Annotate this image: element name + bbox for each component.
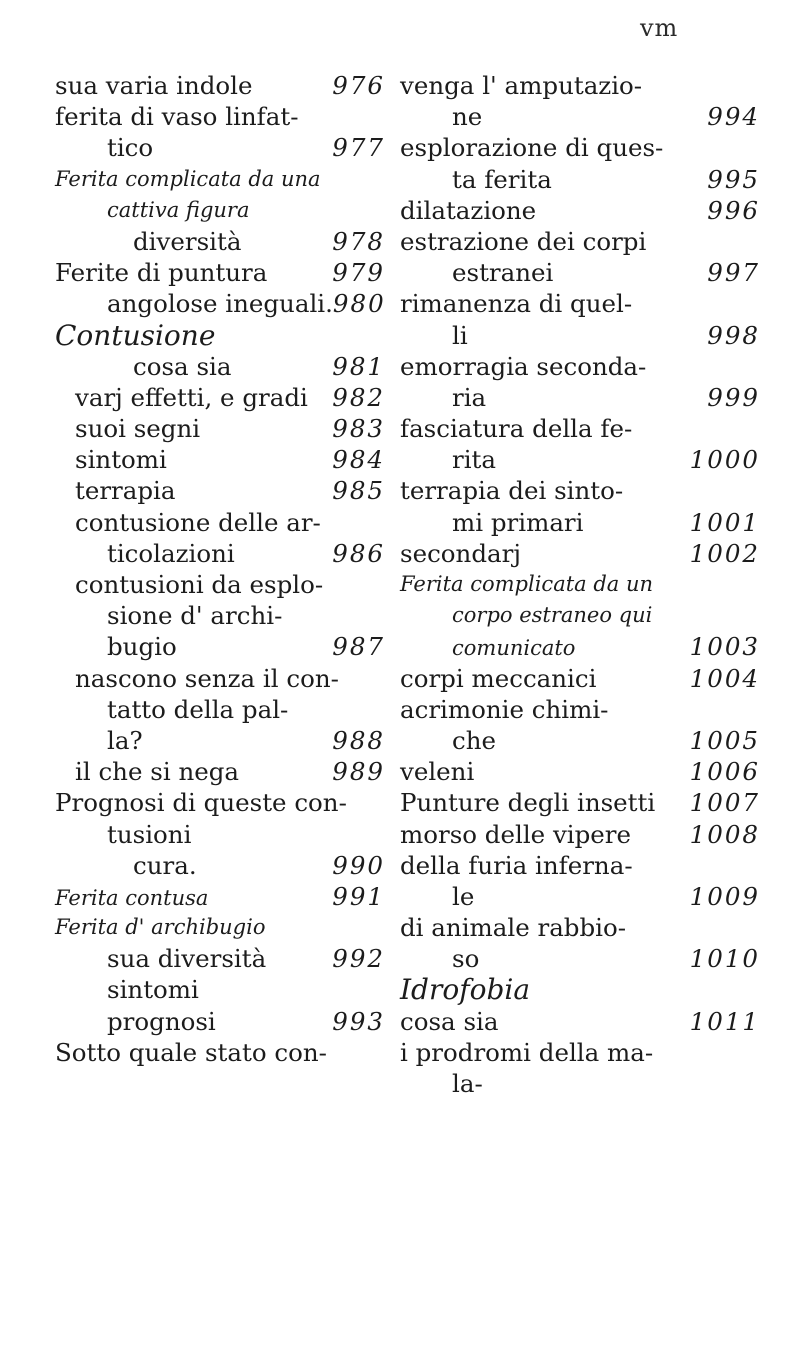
index-entry — [400, 538, 760, 569]
entry-number: 985 — [332, 476, 385, 506]
entry-text: contusione delle ar- — [75, 507, 321, 537]
entry-text: emorragia seconda- — [400, 351, 647, 381]
entry-number: 979 — [332, 258, 385, 288]
entry-text: sintomi — [107, 975, 199, 1005]
entry-text: Prognosi di queste con- — [55, 788, 347, 818]
entry-text: la? — [107, 725, 143, 755]
index-entry — [400, 1068, 760, 1099]
entry-text: cosa sia — [133, 351, 232, 381]
entry-text: sua diversità — [107, 944, 267, 974]
entry-number: 982 — [332, 382, 385, 412]
entry-text: dilatazione — [400, 195, 537, 225]
entry-text: morso delle vipere — [400, 819, 632, 849]
index-entry — [400, 569, 760, 600]
index-entry — [55, 694, 385, 725]
entry-text: ticolazioni — [107, 538, 235, 568]
index-entry — [55, 912, 385, 943]
index-entry — [400, 631, 760, 662]
entry-text: cattiva figura — [107, 197, 250, 222]
index-entry — [400, 382, 760, 413]
index-entry — [400, 101, 760, 132]
index-entry — [400, 1037, 760, 1068]
index-entry — [400, 850, 760, 881]
entry-text: so — [452, 944, 480, 974]
entry-text: angolose ineguali. — [107, 289, 333, 319]
entry-number: 987 — [332, 632, 385, 662]
entry-text: la- — [452, 1069, 483, 1098]
entry-number: 996 — [707, 195, 760, 225]
entry-text: Punture degli insetti — [400, 788, 656, 818]
index-entry — [400, 444, 760, 475]
index-entry — [55, 320, 385, 351]
entry-text: tico — [107, 133, 154, 163]
index-entry — [400, 912, 760, 943]
index-entry — [400, 475, 760, 506]
entry-number: 983 — [332, 414, 385, 444]
index-entry — [400, 725, 760, 756]
entry-number: 992 — [332, 944, 385, 974]
entry-text: estranei — [452, 258, 554, 288]
index-entry — [55, 1037, 385, 1068]
index-entry — [55, 70, 385, 101]
index-entry — [55, 787, 385, 818]
entry-text: le — [452, 881, 475, 911]
entry-text: bugio — [107, 632, 177, 662]
entry-text: il che si nega — [75, 757, 240, 787]
index-entry — [400, 819, 760, 850]
entry-text: ne — [452, 102, 483, 132]
index-entry — [400, 320, 760, 351]
index-entry — [400, 507, 760, 538]
entry-number: 980 — [332, 289, 386, 319]
entry-number: 981 — [332, 351, 385, 381]
entry-text: i prodromi della ma- — [400, 1037, 654, 1067]
entry-text: Idrofobia — [400, 973, 531, 1007]
entry-number: 999 — [707, 382, 760, 412]
entry-text: Ferita complicata da una — [55, 166, 321, 191]
index-entry — [55, 1006, 385, 1037]
index-entry — [400, 226, 760, 257]
entry-text: sua varia indole — [55, 71, 253, 100]
index-entry — [55, 756, 385, 787]
index-entry — [55, 351, 385, 382]
entry-text: mi primari — [452, 507, 584, 537]
index-entry — [55, 413, 385, 444]
entry-text: sintomi — [75, 445, 167, 475]
index-entry — [55, 257, 385, 288]
index-entry — [400, 694, 760, 725]
index-entry — [400, 943, 760, 974]
entry-text: diversità — [133, 226, 242, 256]
index-entry — [400, 663, 760, 694]
entry-text: rita — [452, 445, 496, 475]
entry-text: comunicato — [452, 636, 576, 661]
entry-number: 1001 — [689, 507, 760, 537]
entry-number: 1000 — [689, 445, 760, 475]
index-entry — [55, 600, 385, 631]
entry-text: suoi segni — [75, 414, 201, 444]
entry-number: 995 — [707, 164, 760, 194]
entry-text: di animale rabbio- — [400, 913, 627, 943]
entry-number: 976 — [332, 71, 385, 100]
entry-text: ferita di vaso linfat- — [55, 102, 299, 132]
entry-text: Ferita d' archibugio — [55, 915, 266, 940]
index-entry — [400, 351, 760, 382]
index-entry — [55, 569, 385, 600]
index-entry — [400, 257, 760, 288]
index-entry — [400, 787, 760, 818]
entry-text: corpo estraneo qui — [452, 603, 653, 628]
entry-text: Ferita contusa — [55, 885, 209, 910]
index-column-right — [400, 70, 760, 1099]
entry-number: 1011 — [689, 1006, 760, 1036]
index-entry — [55, 725, 385, 756]
index-entry — [55, 132, 385, 163]
entry-text: Contusione — [55, 318, 216, 352]
entry-number: 994 — [707, 102, 760, 132]
entry-text: corpi meccanici — [400, 663, 597, 693]
index-entry — [55, 475, 385, 506]
entry-text: fasciatura della fe- — [400, 414, 633, 444]
index-entry — [400, 132, 760, 163]
entry-number: 986 — [332, 538, 385, 568]
entry-text: secondarj — [400, 538, 521, 568]
entry-number: 1006 — [689, 757, 760, 787]
index-entry — [400, 413, 760, 444]
index-entry — [55, 195, 385, 226]
index-column-left — [55, 70, 385, 1068]
entry-text: terrapia — [75, 476, 176, 506]
entry-number: 993 — [332, 1006, 385, 1036]
entry-text: ta ferita — [452, 164, 552, 194]
entry-number: 991 — [332, 881, 385, 911]
index-entry — [55, 819, 385, 850]
entry-number: 1009 — [689, 881, 760, 911]
index-entry — [400, 288, 760, 319]
index-entry — [400, 1006, 760, 1037]
entry-number: 1002 — [689, 538, 760, 568]
index-entry — [55, 288, 385, 319]
index-entry — [400, 164, 760, 195]
entry-number: 1010 — [689, 944, 760, 974]
entry-text: nascono senza il con- — [75, 663, 339, 693]
entry-text: cosa sia — [400, 1006, 499, 1036]
entry-number: 1007 — [689, 788, 760, 818]
entry-number: 984 — [332, 445, 385, 475]
entry-text: Ferita complicata da un — [400, 572, 654, 596]
index-entry — [400, 70, 760, 101]
entry-number: 977 — [332, 133, 385, 163]
entry-text: cura. — [133, 850, 197, 880]
entry-text: ria — [452, 382, 487, 412]
entry-number: 990 — [332, 850, 385, 880]
entry-text: Sotto quale stato con- — [55, 1037, 327, 1067]
index-entry — [55, 538, 385, 569]
index-entry — [55, 943, 385, 974]
entry-text: li — [452, 320, 468, 350]
entry-text: veleni — [400, 757, 475, 787]
index-entry — [400, 756, 760, 787]
index-entry — [400, 881, 760, 912]
entry-number: 989 — [332, 757, 385, 787]
entry-text: venga l' amputazio- — [400, 71, 643, 100]
index-entry — [55, 631, 385, 662]
index-entry — [55, 226, 385, 257]
entry-number: 997 — [707, 258, 760, 288]
index-entry — [400, 600, 760, 631]
entry-text: acrimonie chimi- — [400, 694, 609, 724]
entry-number: 1003 — [689, 632, 760, 662]
index-entry — [55, 164, 385, 195]
entry-text: della furia inferna- — [400, 850, 633, 880]
entry-text: rimanenza di quel- — [400, 289, 633, 319]
entry-number: 1008 — [689, 819, 760, 849]
entry-text: esplorazione di ques- — [400, 133, 664, 163]
index-entry — [55, 974, 385, 1005]
entry-number: 998 — [707, 320, 760, 350]
entry-text: estrazione dei corpi — [400, 226, 647, 256]
entry-text: varj effetti, e gradi — [75, 382, 308, 412]
index-entry — [55, 382, 385, 413]
entry-text: tusioni — [107, 819, 192, 849]
entry-text: sione d' archi- — [107, 601, 283, 631]
index-entry — [400, 974, 760, 1005]
entry-text: Ferite di puntura — [55, 258, 268, 288]
entry-text: tatto della pal- — [107, 694, 289, 724]
index-entry — [400, 195, 760, 226]
entry-text: prognosi — [107, 1006, 216, 1036]
index-entry — [55, 663, 385, 694]
page-folio: vm — [640, 14, 679, 42]
entry-number: 1005 — [689, 725, 760, 755]
entry-number: 978 — [332, 226, 385, 256]
index-entry — [55, 507, 385, 538]
index-entry — [55, 444, 385, 475]
entry-text: che — [452, 725, 496, 755]
entry-text: contusioni da esplo- — [75, 570, 324, 599]
entry-number: 988 — [332, 725, 385, 755]
entry-text: terrapia dei sinto- — [400, 476, 624, 506]
index-entry — [55, 850, 385, 881]
index-entry — [55, 881, 385, 912]
index-entry — [55, 101, 385, 132]
entry-number: 1004 — [689, 663, 760, 693]
